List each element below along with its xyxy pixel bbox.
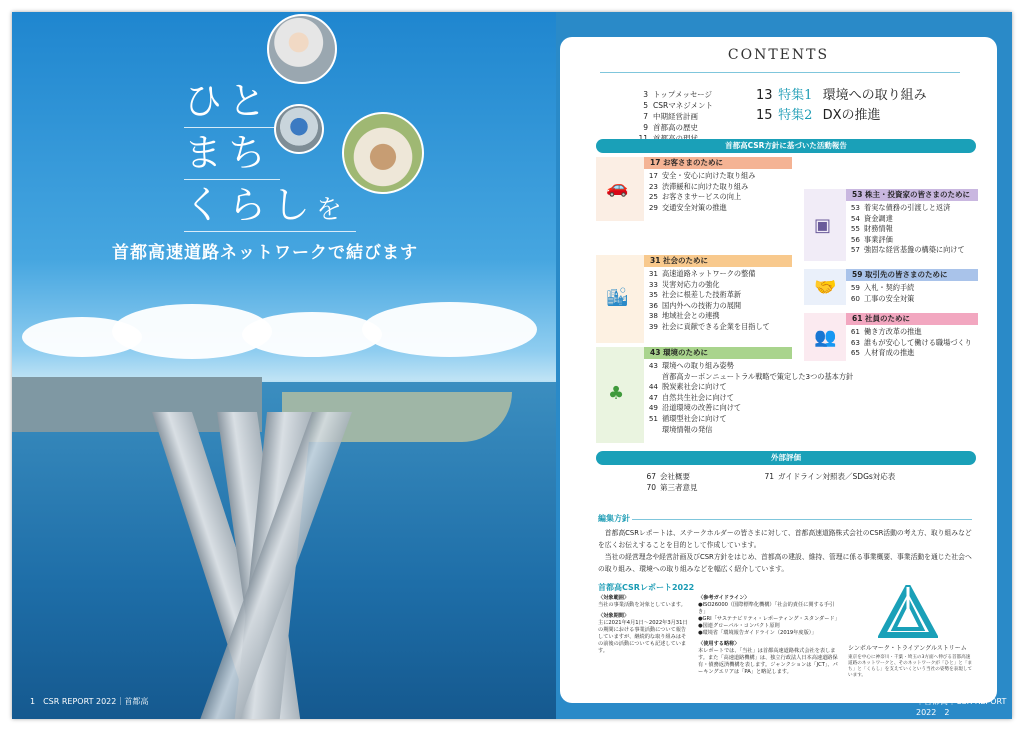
- page-folio-left: 1 CSR REPORT 2022｜首都高: [30, 697, 149, 706]
- toc-item[interactable]: 61 働き方改革の推進: [850, 327, 922, 336]
- toc-item[interactable]: 47 自然共生社会に向けて: [648, 392, 734, 402]
- environment-icon-panel: [596, 347, 644, 443]
- toc-item[interactable]: 56 事業評価: [850, 234, 893, 244]
- abbreviations-heading: 〈使用する略称〉: [698, 641, 740, 647]
- presentation-icon: ▣: [814, 215, 832, 236]
- toc-item[interactable]: 53 着実な債務の引渡しと返済: [850, 203, 951, 212]
- symbol-mark-note: 東京を中心に神奈川・千葉・埼玉の3方面へ伸びる首都高速道路のネットワークと、そのネットワークが「ひと」と「まち」と「くらし」を支えていくという当社の姿勢を表現しています。: [848, 655, 973, 678]
- leaf-icon: ♣: [608, 383, 625, 404]
- photo-driver: [267, 14, 337, 84]
- title-rule: [600, 72, 960, 73]
- section-society-items: [644, 269, 770, 333]
- toc-item[interactable]: 65 人材育成の推進: [850, 348, 915, 358]
- hero-line-3-text: くらし: [184, 183, 317, 227]
- toc-item[interactable]: 23 渋滞緩和に向けた取り組み: [648, 181, 749, 191]
- editorial-heading: 編集方針: [598, 514, 630, 523]
- contents-title: CONTENTS: [727, 47, 830, 63]
- section-employees-header[interactable]: 61 社員のために: [846, 313, 978, 325]
- activity-report-bar: 首都高CSR方針に基づいた活動報告: [596, 139, 976, 153]
- symbol-mark-box: [848, 585, 974, 681]
- toc-item[interactable]: 3 トップメッセージ: [643, 90, 713, 99]
- section-shareholders-items: [846, 203, 965, 256]
- toc-item[interactable]: 59 入札・契約手続: [850, 283, 915, 292]
- toc-item[interactable]: 60 工事の安全対策: [850, 293, 915, 303]
- toc-item[interactable]: 7 中期経営計画: [643, 112, 698, 121]
- toc-item[interactable]: 43 環境への取り組み姿勢: [648, 361, 734, 370]
- feature-1[interactable]: [756, 87, 927, 105]
- document-spread: [12, 12, 1012, 719]
- scope-text: 当社の事業活動を対象としています。: [598, 602, 686, 608]
- scope-heading: 〈対象範囲〉: [598, 595, 630, 601]
- toc-top-list: [634, 89, 713, 144]
- feature-title: 環境への取り組み: [822, 88, 927, 103]
- abbreviations-text: 本レポートでは、「当社」は首都高速道路株式会社を表します。また「高速道路機構」は、独立行政法人日本高速道路保有・債務返済機構を表します。ジャンクションは「JCT」、パーキングエリアは「PA」と略記します。: [698, 648, 838, 675]
- guideline-item: ●国連グローバル・コンパクト原則: [698, 623, 780, 629]
- toc-item[interactable]: 49 沿道環境の改善に向けて: [648, 403, 742, 413]
- toc-item[interactable]: 33 災害対応力の強化: [648, 279, 720, 289]
- contents-page: [560, 37, 997, 703]
- toc-item[interactable]: 31 高速道路ネットワークの整備: [648, 269, 756, 278]
- report-column-2: [698, 595, 838, 676]
- shareholders-icon-panel: [804, 189, 846, 261]
- partners-icon-panel: [804, 269, 846, 305]
- employees-icon-panel: [804, 313, 846, 361]
- feature-label: 特集1: [778, 88, 813, 103]
- toc-item[interactable]: 39 社会に貢献できる企業を目指して: [648, 321, 770, 331]
- toc-item[interactable]: 25 お客さまサービスの向上: [648, 192, 742, 202]
- report-column-1: [598, 595, 690, 655]
- toc-item[interactable]: 57 強固な経営基盤の構築に向けて: [850, 245, 965, 255]
- section-customers-items: [644, 171, 755, 213]
- toc-item[interactable]: 63 誰もが安心して働ける職場づくり: [850, 337, 972, 347]
- section-society-header[interactable]: 31 社会のために: [644, 255, 792, 267]
- hero-subtitle: 首都高速道路ネットワークで結びます: [112, 243, 418, 263]
- section-employees: [804, 313, 978, 361]
- feature-2[interactable]: [756, 107, 880, 125]
- car-icon: 🚗: [606, 177, 629, 198]
- city-icon: 🏙: [606, 287, 629, 308]
- external-list-right: [760, 471, 895, 482]
- symbol-mark-caption: シンボルマーク・トライアングルストリーム: [848, 645, 967, 652]
- guideline-item: ●GRI「サステナビリティ・レポーティング・スタンダード」: [698, 616, 840, 622]
- toc-item[interactable]: 71 ガイドライン対照表／SDGs対応表: [764, 472, 896, 481]
- triangle-stream-logo-icon: [878, 585, 938, 639]
- toc-item[interactable]: 9 首都高の歴史: [643, 123, 698, 132]
- people-icon: 👥: [814, 327, 837, 348]
- feature-label: 特集2: [778, 108, 813, 123]
- editorial-paragraph-1: 首都高CSRレポートは、ステークホルダーの皆さまに対して、首都高速道路株式会社のCSR活動の考え方、取り組みなどを広くお伝えすることを目的として作成しています。: [598, 529, 972, 549]
- customers-icon-panel: [596, 157, 644, 221]
- section-environment-items: [644, 361, 853, 435]
- toc-item[interactable]: 36 国内外への技術力の展開: [648, 300, 742, 310]
- external-list-left: [642, 471, 698, 493]
- hero-line-1: ひと: [184, 70, 280, 128]
- section-environment-header[interactable]: 43 環境のために: [644, 347, 792, 359]
- photo-family: [342, 112, 424, 194]
- section-customers-header[interactable]: 17 お客さまのために: [644, 157, 792, 169]
- section-employees-items: [846, 327, 972, 359]
- section-society: [596, 255, 792, 343]
- feature-page: 13: [756, 88, 773, 103]
- period-heading: 〈対象期間〉: [598, 613, 630, 619]
- cloud: [362, 302, 537, 357]
- toc-item[interactable]: 17 安全・安心に向けた取り組み: [648, 171, 756, 180]
- toc-item[interactable]: 29 交通安全対策の推進: [648, 202, 727, 212]
- feature-title: DXの推進: [822, 108, 881, 123]
- guideline-item: ●環境省「環境報告ガイドライン（2019年度版）」: [698, 630, 817, 636]
- hero-particle: を: [316, 195, 349, 225]
- toc-item[interactable]: 55 財務情報: [850, 224, 893, 234]
- handshake-icon: 🤝: [814, 277, 837, 298]
- toc-item[interactable]: 51 循環型社会に向けて: [648, 413, 727, 423]
- toc-item[interactable]: 67 会社概要: [646, 472, 690, 481]
- society-icon-panel: [596, 255, 644, 343]
- section-shareholders-header[interactable]: 53 株主・投資家の皆さまのために: [846, 189, 978, 201]
- report-heading: 首都高CSRレポート2022: [598, 583, 695, 592]
- toc-item[interactable]: 環境情報の発信: [662, 424, 713, 434]
- editorial-text: [598, 527, 976, 575]
- section-environment: [596, 347, 856, 443]
- toc-item[interactable]: 5 CSRマネジメント: [643, 101, 713, 110]
- hero-line-3: [184, 174, 356, 232]
- toc-item[interactable]: 38 地域社会との連携: [648, 311, 720, 321]
- toc-item[interactable]: 70 第三者意見: [646, 483, 698, 492]
- external-evaluation-bar: 外部評価: [596, 451, 976, 465]
- hero-line-2: まち: [184, 122, 280, 180]
- toc-item[interactable]: 54 資金調達: [850, 213, 893, 223]
- editorial-paragraph-2: 当社の経営理念や経営計画及びCSR方針をはじめ、首都高の建設、維持、管理に係る事業概要、事業活動を通じた社会への取り組み、環境への取り組みなどを幅広く紹介しています。: [598, 553, 972, 573]
- guideline-item: ●ISO26000（国際標準化機構）「社会的責任に関する手引き」: [698, 602, 835, 615]
- toc-item[interactable]: 35 社会に根差した技術革新: [648, 290, 742, 300]
- section-partners: [804, 269, 978, 305]
- photo-worker: [274, 104, 324, 154]
- editorial-rule: [632, 519, 972, 520]
- page-folio-right: ｜首都高｜CSR REPORT 2022 2: [916, 697, 1007, 717]
- cover-photo-page: [12, 12, 556, 719]
- section-partners-items: [846, 283, 914, 304]
- section-customers: [596, 157, 792, 221]
- feature-page: 15: [756, 108, 773, 123]
- section-shareholders: [804, 189, 978, 261]
- guidelines-heading: 〈参考ガイドライン〉: [698, 595, 750, 601]
- toc-item[interactable]: 首都高カーボンニュートラル戦略で策定した3つの基本方針: [662, 371, 854, 381]
- period-text: 主に2021年4月1日～2022年3月31日の期間における事業活動について報告していますが、継続的な取り組みはその前後の活動についても記述しています。: [598, 620, 688, 654]
- section-partners-header[interactable]: 59 取引先の皆さまのために: [846, 269, 978, 281]
- cloud: [242, 312, 382, 357]
- toc-item[interactable]: 44 脱炭素社会に向けて: [648, 382, 727, 392]
